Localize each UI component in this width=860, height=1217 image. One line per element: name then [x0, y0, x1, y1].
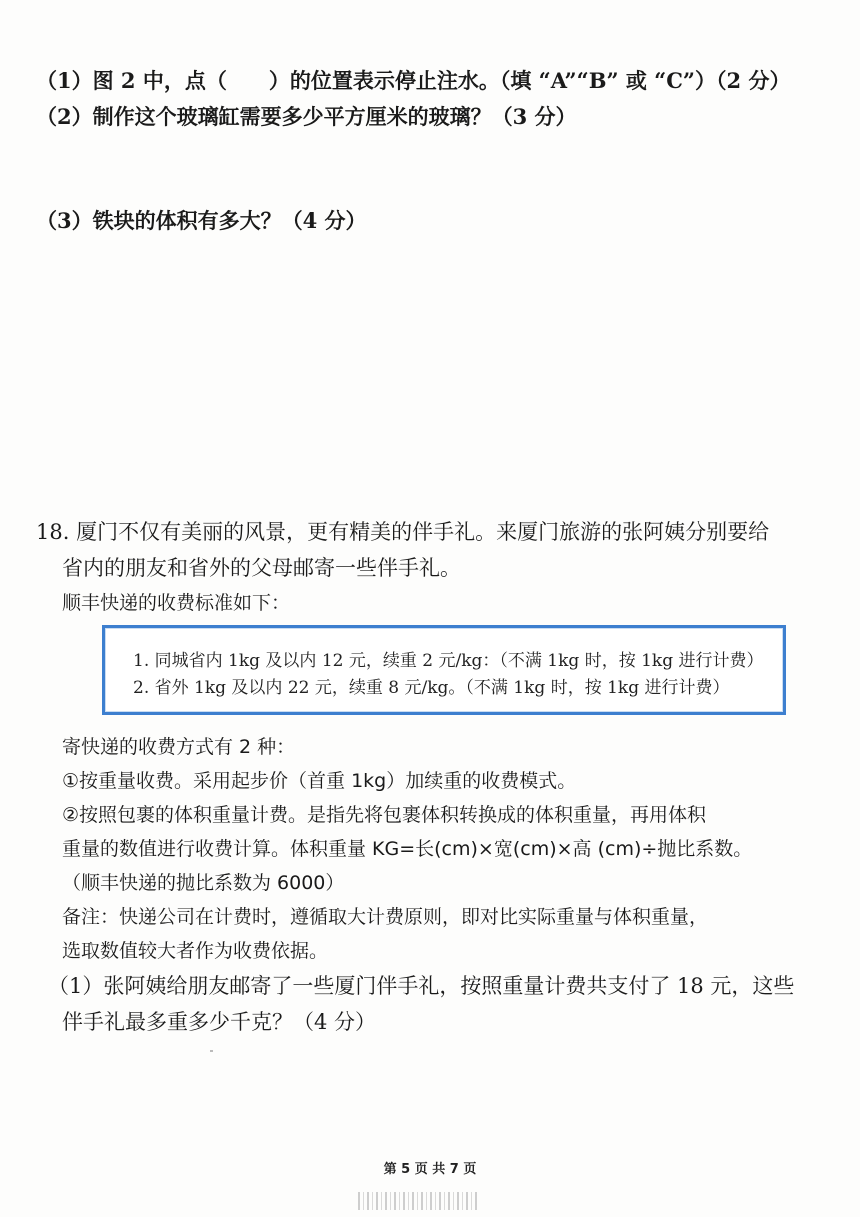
- method-2-line2: 重量的数值进行收费计算。体积重量 KG=长(cm)×宽(cm)×高 (cm)÷抛比系数。: [62, 838, 753, 860]
- method-2-line1: ②按照包裹的体积重量计费。是指先将包裹体积转换成的体积重量，再用体积: [62, 804, 707, 826]
- method-1: ①按重量收费。采用起步价（首重 1kg）加续重的收费模式。: [62, 770, 577, 792]
- q18-part1-line1: （1）张阿姨给朋友邮寄了一些厦门伴手礼，按照重量计费共支付了 18 元，这些: [48, 974, 795, 998]
- shipping-rules-box: [102, 625, 786, 715]
- q17-part1: （1）图 2 中，点（ ）的位置表示停止注水。（填 “A”“B” 或 “C”）（2 分）: [36, 68, 791, 93]
- scan-speck: [210, 1050, 213, 1052]
- methods-heading: 寄快递的收费方式有 2 种：: [62, 736, 296, 758]
- q17-part2: （2）制作这个玻璃缸需要多少平方厘米的玻璃？（3 分）: [36, 104, 577, 129]
- note-line2: 选取数值较大者作为收费依据。: [62, 940, 329, 962]
- rule-item-1: 1. 同城省内 1kg 及以内 12 元，续重 2 元/kg：（不满 1kg 时，按 1kg 进行计费）: [133, 651, 764, 671]
- rule-item-2: 2. 省外 1kg 及以内 22 元，续重 8 元/kg。（不满 1kg 时，按 1kg 进行计费）: [133, 678, 730, 698]
- scan-artifact: [358, 1192, 478, 1210]
- note-line1: 备注：快递公司在计费时，遵循取大计费原则，即对比实际重量与体积重量，: [62, 906, 709, 928]
- page-number: 第 5 页 共 7 页: [383, 1162, 477, 1177]
- q18-intro-line1: 18. 厦门不仅有美丽的风景，更有精美的伴手礼。来厦门旅游的张阿姨分别要给: [36, 520, 770, 544]
- standard-heading: 顺丰快递的收费标准如下：: [62, 592, 291, 614]
- q17-part3: （3）铁块的体积有多大？（4 分）: [36, 208, 367, 233]
- method-2-line3: （顺丰快递的抛比系数为 6000）: [62, 872, 345, 894]
- q18-part1-line2: 伴手礼最多重多少千克？（4 分）: [62, 1010, 377, 1034]
- q18-intro-line2: 省内的朋友和省外的父母邮寄一些伴手礼。: [62, 556, 461, 580]
